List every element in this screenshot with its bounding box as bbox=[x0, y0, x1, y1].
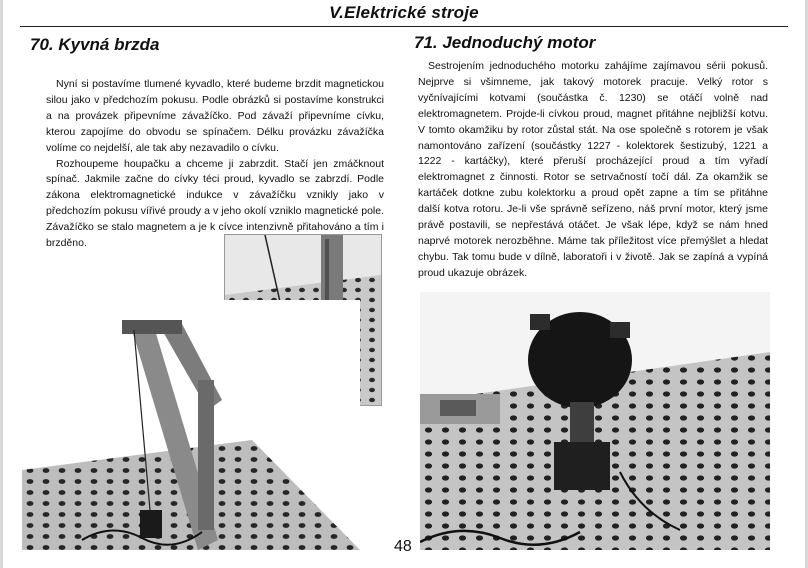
right-body-text bbox=[418, 59, 768, 282]
motor-image bbox=[420, 292, 770, 550]
page-edge-left bbox=[0, 0, 3, 568]
right-paragraph-1: Sestrojením jednoduchého motorku zahájíme zajímavou sérii pokusů. Nejprve si všimneme, jak takový motorek pracuje. Velký rotor s vyčnívajícími kotvami (součástka č. 1230) se otáčí volně nad elektromagnetem. Projde-li cívkou proud, magnet přitáhne nejbližší kotvu. V tomto okamžiku by rotor zůstal stát. Na ose společně s rotorem je však namontováno zařízení (součástky 1227 - kolektorek šestizubý, 1221 a 1222 - kartáčky), které přeruší procházející proud a tím vyřadí elektromagnet z činnosti. Rotor se setrvačností točí dál. Za okamžik se kartáček dotkne zubu kolektorku a proud opět zapne a tím se přitáhne další kotva rotoru. Je-li vše správně seřízeno, náš první motor, který jsme právě postavili, se nepřestává otáčet. Je však lépe, když se nám hned naprvé motorek nerozběhne. Máme tak příležitost více přemýšlet a hledat chybu. Tak tomu bude v dílně, laboratoři i v životě. Jak se zapíná a vypíná proud ukazuje obrázek. bbox=[418, 60, 768, 279]
left-paragraph-2: Rozhoupeme houpačku a chceme ji zabrzdit. Stačí jen zmáčknout spínač. Jakmile začne do cívky téci proud, kyvadlo se zabrzdí. Podle zákona elektromagnetické indukce v závažíčku vznikly jako v předchozím pokusu vířivé proudy a v jeho okolí vzniklo magnetické pole. Závažíčko se stalo magnetem a je k cívce intenzivně přitahováno a tím i brzděno. bbox=[46, 157, 384, 250]
chapter-header: V.Elektrické stroje bbox=[329, 3, 479, 22]
page-number: 48 bbox=[394, 538, 412, 555]
header-rule bbox=[20, 26, 788, 27]
pendulum-frame-photo bbox=[22, 300, 360, 550]
left-body-text bbox=[46, 77, 384, 252]
pendulum-frame-image bbox=[22, 300, 360, 550]
left-section-title: 70. Kyvná brzda bbox=[30, 35, 160, 54]
right-section-title: 71. Jednoduchý motor bbox=[414, 33, 596, 52]
motor-photo bbox=[420, 292, 770, 550]
left-paragraph-1: Nyní si postavíme tlumené kyvadlo, které budeme brzdit magnetickou silou jako v předchozím pokusu. Podle obrázků si postavíme konstrukci a na provázek připevníme závažíčko. Pod závaží připevníme cívku, kterou zapojíme do obvodu se spínačem. Délku provázku závažíčka volíme co nejdelší, ale tak aby nezavadilo o cívku. bbox=[46, 78, 384, 154]
